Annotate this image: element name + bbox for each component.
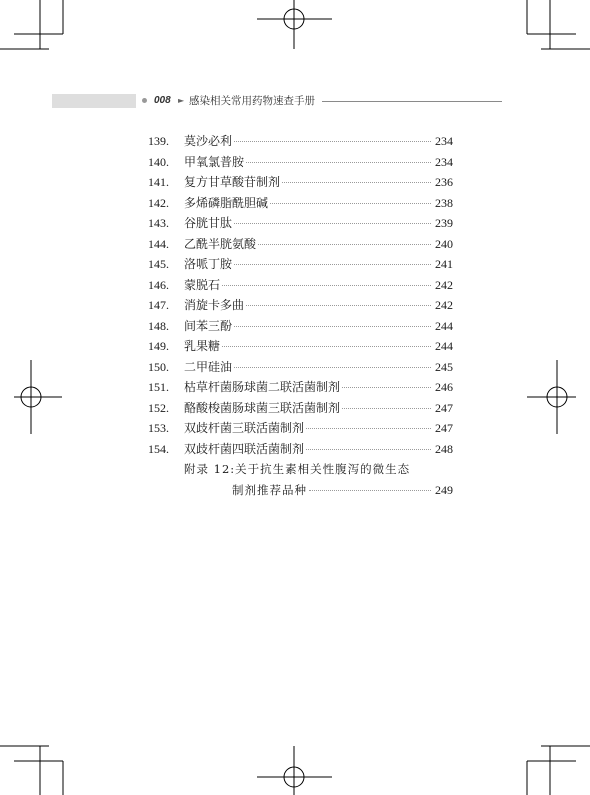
entry-number: 143. xyxy=(148,216,169,230)
entry-title: 酪酸梭菌肠球菌三联活菌制剂 xyxy=(184,400,341,415)
dot-leader xyxy=(270,203,431,204)
entry-title: 双歧杆菌三联活菌制剂 xyxy=(184,421,305,435)
entry-page: 247 xyxy=(435,400,453,415)
table-of-contents xyxy=(148,131,453,500)
entry-title: 二甲硅油 xyxy=(184,359,233,374)
dot-leader xyxy=(222,285,431,286)
header-rule xyxy=(322,101,502,102)
dot-leader xyxy=(234,264,431,265)
entry-number: 142. xyxy=(148,195,169,210)
entry-page: 234 xyxy=(435,154,453,169)
bullet-dot-icon xyxy=(142,98,147,103)
entry-page: 244 xyxy=(435,318,453,333)
dot-leader xyxy=(234,223,431,224)
entry-title: 甲氧氯普胺 xyxy=(184,154,245,169)
entry-title: 间苯三酚 xyxy=(184,318,233,333)
entry-page: 245 xyxy=(435,359,453,374)
appendix-page: 249 xyxy=(435,482,453,497)
entry-number: 153. xyxy=(148,421,169,435)
entry-title: 消旋卡多曲 xyxy=(184,298,245,312)
book-title: 感染相关常用药物速查手册 xyxy=(189,95,315,107)
entry-number: 154. xyxy=(148,441,169,456)
entry-title: 乳果糖 xyxy=(184,339,221,353)
appendix-entry-line1 xyxy=(148,459,453,480)
dot-leader xyxy=(306,449,431,450)
toc-entry xyxy=(148,295,453,316)
dot-leader xyxy=(234,326,431,327)
entry-number: 148. xyxy=(148,318,169,333)
page-number: 008 xyxy=(154,95,171,106)
entry-title: 蒙脱石 xyxy=(184,277,221,292)
toc-entry xyxy=(148,234,453,255)
entry-number: 151. xyxy=(148,380,169,394)
appendix-title-line2: 制剂推荐品种 xyxy=(232,482,307,497)
appendix-entry-line2 xyxy=(148,480,453,501)
entry-page: 244 xyxy=(435,339,453,353)
dot-leader xyxy=(342,408,431,409)
entry-page: 234 xyxy=(435,134,453,148)
entry-title: 洛哌丁胺 xyxy=(184,257,233,271)
toc-entry xyxy=(148,131,453,152)
entry-page: 242 xyxy=(435,298,453,312)
entry-title: 莫沙必利 xyxy=(184,134,233,148)
toc-entry xyxy=(148,275,453,296)
toc-entry xyxy=(148,418,453,439)
toc-entry xyxy=(148,316,453,337)
toc-entry xyxy=(148,439,453,460)
toc-entry xyxy=(148,398,453,419)
dot-leader xyxy=(342,387,431,388)
toc-entry xyxy=(148,152,453,173)
dot-leader xyxy=(306,428,431,429)
entry-page: 241 xyxy=(435,257,453,271)
entry-title: 谷胱甘肽 xyxy=(184,216,233,230)
entry-page: 246 xyxy=(435,380,453,394)
toc-entry xyxy=(148,336,453,357)
dot-leader xyxy=(246,305,431,306)
entry-title: 多烯磷脂酰胆碱 xyxy=(184,195,269,210)
toc-entry xyxy=(148,254,453,275)
dot-leader xyxy=(246,162,431,163)
dot-leader xyxy=(234,367,431,368)
dot-leader xyxy=(309,490,431,491)
toc-entry xyxy=(148,193,453,214)
entry-number: 149. xyxy=(148,339,169,353)
dot-leader xyxy=(282,182,431,183)
appendix-title-line1: 附录 12:关于抗生素相关性腹泻的微生态 xyxy=(184,462,411,476)
dot-leader xyxy=(234,141,431,142)
entry-number: 147. xyxy=(148,298,169,312)
entry-number: 150. xyxy=(148,359,169,374)
entry-number: 139. xyxy=(148,134,169,148)
triangle-arrow-icon: ► xyxy=(178,96,185,105)
entry-number: 152. xyxy=(148,400,169,415)
entry-page: 240 xyxy=(435,236,453,251)
dot-leader xyxy=(222,346,431,347)
entry-title: 双歧杆菌四联活菌制剂 xyxy=(184,441,305,456)
entry-title: 枯草杆菌肠球菌二联活菌制剂 xyxy=(184,380,341,394)
entry-title: 乙酰半胱氨酸 xyxy=(184,236,257,251)
entry-title: 复方甘草酸苷制剂 xyxy=(184,175,281,189)
entry-number: 145. xyxy=(148,257,169,271)
entry-page: 239 xyxy=(435,216,453,230)
toc-entry xyxy=(148,213,453,234)
dot-leader xyxy=(258,244,431,245)
entry-number: 140. xyxy=(148,154,169,169)
entry-page: 238 xyxy=(435,195,453,210)
entry-page: 247 xyxy=(435,421,453,435)
entry-number: 141. xyxy=(148,175,169,189)
entry-page: 242 xyxy=(435,277,453,292)
running-header xyxy=(52,94,452,108)
entry-number: 144. xyxy=(148,236,169,251)
entry-page: 248 xyxy=(435,441,453,456)
header-gray-band xyxy=(52,94,136,108)
entry-page: 236 xyxy=(435,175,453,189)
entry-number: 146. xyxy=(148,277,169,292)
toc-entry xyxy=(148,357,453,378)
toc-entry xyxy=(148,377,453,398)
toc-entry xyxy=(148,172,453,193)
